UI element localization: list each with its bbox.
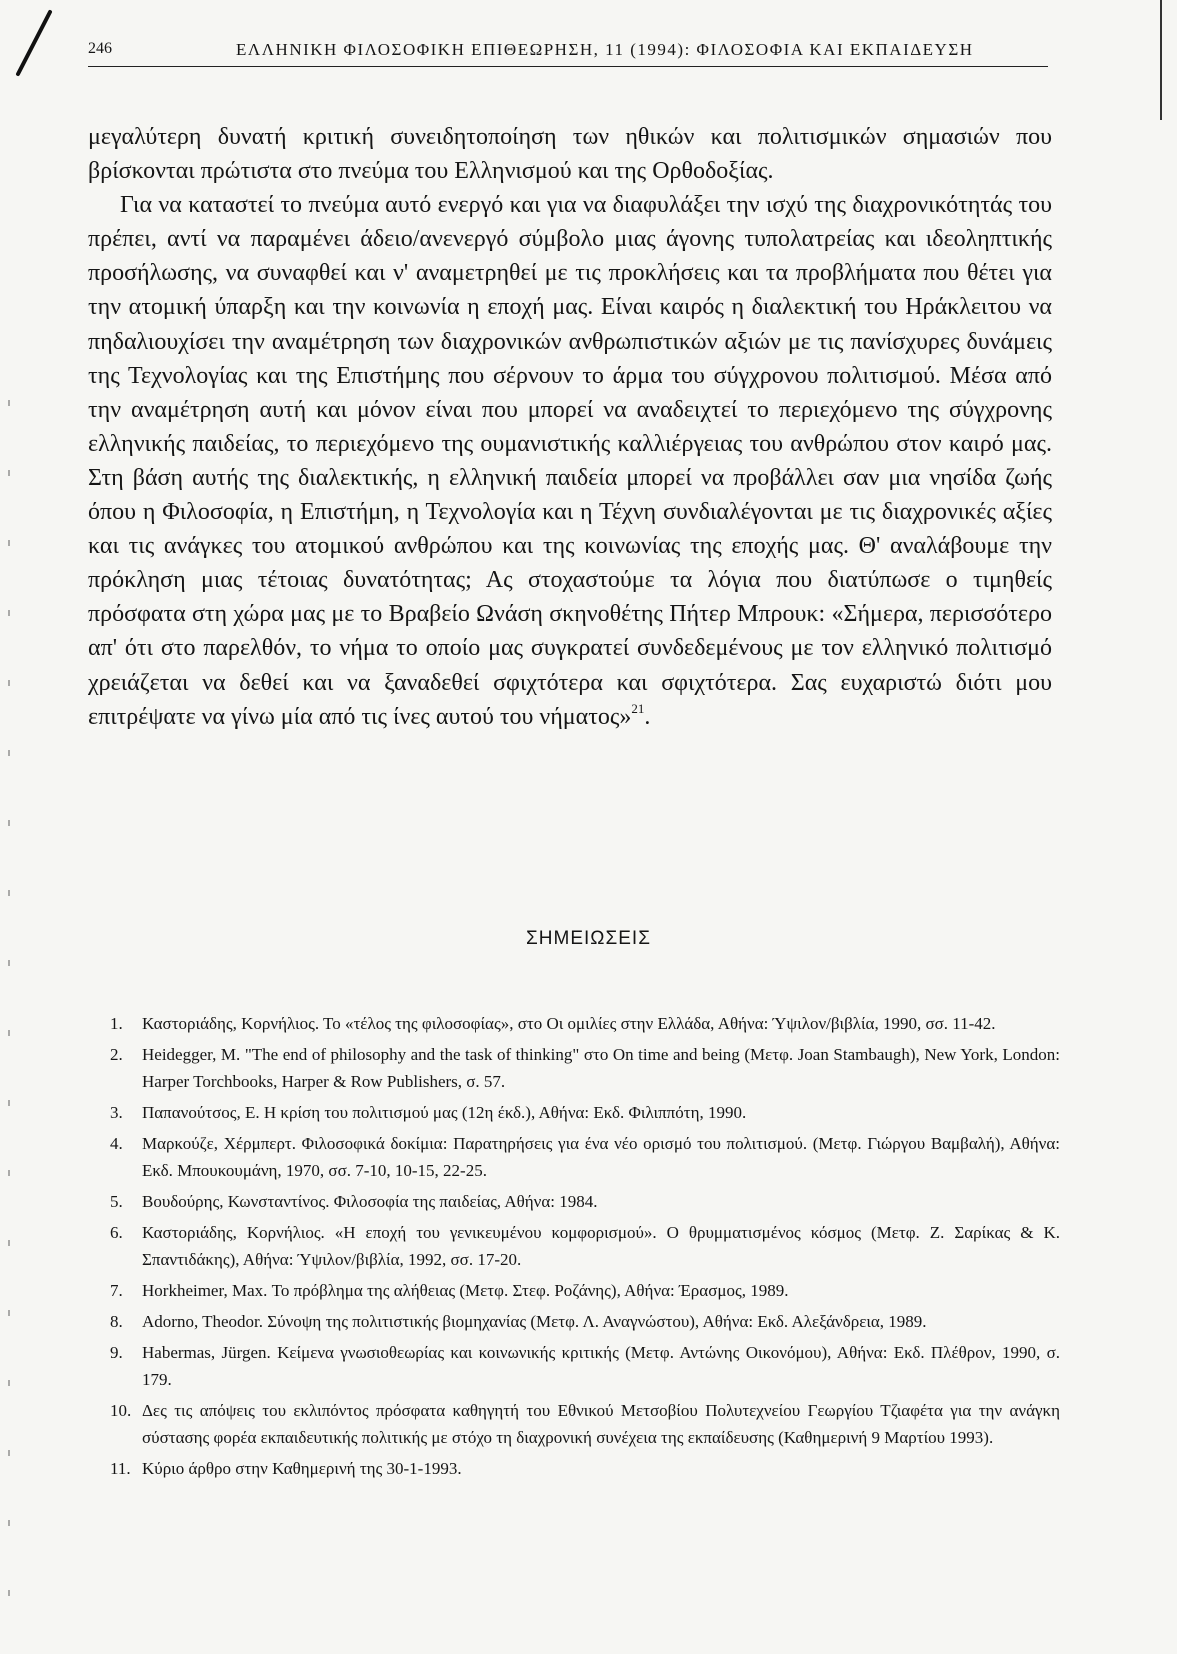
note-text: Καστοριάδης, Κορνήλιος. «Η εποχή του γενικευμένου κομφορισμού». Ο θρυμματισμένος κόσμος (Μετφ. Ζ. Σαρίκας & Κ. Σπαντιδάκης), Αθήνα: Ύψιλον/βιβλία, 1992, σσ. 17-20. [142, 1223, 1060, 1269]
note-text: Horkheimer, Max. Το πρόβλημα της αλήθειας (Μετφ. Στεφ. Ροζάνης), Αθήνα: Έρασμος, 1989. [142, 1281, 789, 1300]
note-text: Καστοριάδης, Κορνήλιος. Το «τέλος της φιλοσοφίας», στο Οι ομιλίες στην Ελλάδα, Αθήνα: Ύψιλον/βιβλία, 1990, σσ. 11-42. [142, 1014, 996, 1033]
note-item [110, 1188, 1060, 1215]
note-number: 2. [110, 1045, 123, 1064]
note-text: Habermas, Jürgen. Κείμενα γνωσιοθεωρίας και κοινωνικής κριτικής (Μετφ. Αντώνης Οικονόμου), Αθήνα: Εκδ. Πλέθρον, 1990, σ. 179. [142, 1343, 1060, 1389]
note-item [110, 1339, 1060, 1393]
note-item [110, 1010, 1060, 1037]
note-number: 8. [110, 1312, 123, 1331]
note-number: 11. [110, 1459, 131, 1478]
note-text: Heidegger, M. "The end of philosophy and the task of thinking" στο On time and being (Μετφ. Joan Stambaugh), New York, London: Harper Torchbooks, Harper & Row Publishers, σ. 57. [142, 1045, 1060, 1091]
note-number: 9. [110, 1343, 123, 1362]
paragraph-2 [88, 188, 1052, 734]
note-item [110, 1099, 1060, 1126]
notes-title: ΣΗΜΕΙΩΣΕΙΣ [526, 928, 651, 949]
note-number: 6. [110, 1223, 123, 1242]
note-number: 1. [110, 1014, 123, 1033]
note-text: Adorno, Theodor. Σύνοψη της πολιτιστικής βιομηχανίας (Μετφ. Λ. Αναγνώστου), Αθήνα: Εκδ. Αλεξάνδρεια, 1989. [142, 1312, 927, 1331]
running-title: ΕΛΛΗΝΙΚΗ ΦΙΛΟΣΟΦΙΚΗ ΕΠΙΘΕΩΡΗΣΗ, 11 (1994): ΦΙΛΟΣΟΦΙΑ ΚΑΙ ΕΚΠΑΙΔΕΥΣΗ [236, 40, 974, 59]
note-item [110, 1041, 1060, 1095]
note-text: Μαρκούζε, Χέρμπερτ. Φιλοσοφικά δοκίμια: Παρατηρήσεις για ένα νέο ορισμό του πολιτισμού. (Μετφ. Γιώργου Βαμβαλή), Αθήνα: Εκδ. Μπουκουμάνη, 1970, σσ. 7-10, 10-15, 22-25. [142, 1134, 1060, 1180]
note-item [110, 1308, 1060, 1335]
note-item [110, 1455, 1060, 1482]
notes-list [110, 1010, 1060, 1486]
note-text: Παπανούτσος, Ε. Η κρίση του πολιτισμού μας (12η έκδ.), Αθήνα: Εκδ. Φιλιππότη, 1990. [142, 1103, 747, 1122]
pen-mark-icon [14, 8, 54, 78]
note-number: 4. [110, 1134, 123, 1153]
scan-edge-line [1160, 0, 1162, 120]
body-text [88, 120, 1052, 734]
note-text: Βουδούρης, Κωνσταντίνος. Φιλοσοφία της παιδείας, Αθήνα: 1984. [142, 1192, 598, 1211]
note-item [110, 1130, 1060, 1184]
paragraph-1: μεγαλύτερη δυνατή κριτική συνειδητοποίηση των ηθικών και πολιτισμικών σημασιών που βρίσκονται πρώτιστα στο πνεύμα του Ελληνισμού και της Ορθοδοξίας. [88, 124, 1052, 185]
note-number: 10. [110, 1401, 132, 1420]
closing-punct: . [644, 703, 651, 730]
note-number: 5. [110, 1192, 123, 1211]
scan-edge-dots [8, 400, 10, 1600]
note-number: 3. [110, 1103, 123, 1122]
page-number: 246 [88, 40, 112, 57]
footnote-ref-21[interactable]: 21 [631, 700, 645, 716]
note-item [110, 1219, 1060, 1273]
paragraph-2-text: Για να καταστεί το πνεύμα αυτό ενεργό και για να διαφυλάξει την ισχύ της διαχρονικότητάς του πρέπει, αντί να παραμένει άδειο/ανενεργό σύμβολο μιας άγονης τυπολατρείας και ιδεοληπτικής προσήλωσης, να συναφθεί και ν' αναμετρηθεί με τις προκλήσεις και τα προβλήματα που θέτει για την ατομική ύπαρξη και την κοινωνία η εποχή μας. Είναι καιρός η διαλεκτική του Ηράκλειτου να πηδαλιουχίσει την αναμέτρηση των διαχρονικών ανθρωπιστικών αξιών με τις πανίσχυρες δυνάμεις της Τεχνολογίας και της Επιστήμης που σέρνουν το άρμα του σύγχρονου πολιτισμού. Μέσα από την αναμέτρηση αυτή και μόνον είναι που μπορεί να αναδειχτεί το περιεχόμενο της σύγχρονης ελληνικής παιδείας, το περιεχόμενο της ουμανιστικής καλλιέργειας του ανθρώπου στον καιρό μας. Στη βάση αυτής της διαλεκτικής, η ελληνική παιδεία μπορεί να προβάλλει σαν μια νησίδα ζωής όπου η Φιλοσοφία, η Επιστήμη, η Τεχνολογία και η Τέχνη συνδιαλέγονται με τις διαχρονικές αξίες και τις ανάγκες του ατομικού ανθρώπου και της κοινωνίας της εποχής μας. Θ' αναλάβουμε την πρόκληση μιας τέτοιας δυνατότητας; Ας στοχαστούμε τα λόγια που διατύπωσε ο τιμηθείς πρόσφατα στη χώρα μας με το Βραβείο Ωνάση σκηνοθέτης Πήτερ Μπρουκ: «Σήμερα, περισσότερο απ' ότι στο παρελθόν, το νήμα το οποίο μας συγκρατεί συνδεδεμένους με τον ελληνικό πολιτισμό χρειάζεται να δεθεί και να ξαναδεθεί σφιχτότερα και σφιχτότερα. Σας ευχαριστώ διότι μου επιτρέψατε να γίνω μία από τις ίνες αυτού του νήματος» [88, 192, 1052, 730]
note-text: Κύριο άρθρο στην Καθημερινή της 30-1-1993. [142, 1459, 462, 1478]
note-number: 7. [110, 1281, 123, 1300]
note-item [110, 1277, 1060, 1304]
note-text: Δες τις απόψεις του εκλιπόντος πρόσφατα καθηγητή του Εθνικού Μετσοβίου Πολυτεχνείου Γεωργίου Τζιαφέτα για την ανάγκη σύστασης φορέα εκπαιδευτικής πολιτικής με στόχο τη διαχρονική συνέχεια της εκπαίδευσης (Καθημερινή 9 Μαρτίου 1993). [142, 1401, 1060, 1447]
note-item [110, 1397, 1060, 1451]
running-header [88, 36, 1048, 67]
